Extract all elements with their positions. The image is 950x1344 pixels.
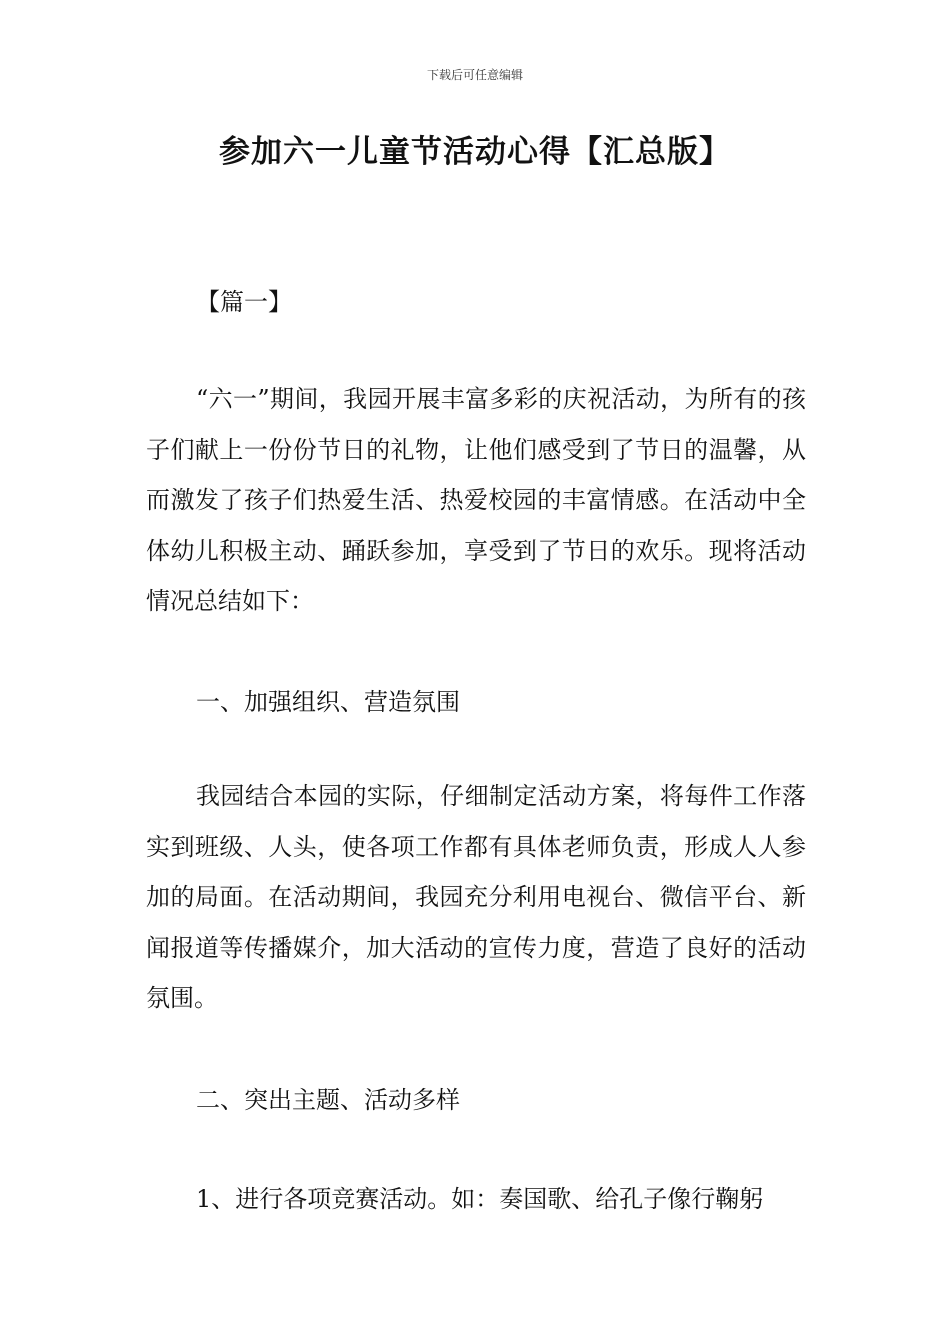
page-title: 参加六一儿童节活动心得【汇总版】 <box>219 134 731 170</box>
header-note: 下载后可任意编辑 <box>426 68 523 82</box>
section-heading-2: 二、突出主题、活动多样 <box>196 1086 460 1114</box>
intro-paragraph: “六一”期间，我园开展丰富多彩的庆祝活动，为所有的孩子们献上一份份节日的礼物，让他们感受到了节日的温馨，从而激发了孩子们热爱生活、热爱校园的丰富情感。在活动中全体幼儿积极主动、踊跃参加，享受到了节日的欢乐。现将活动情况总结如下： <box>146 385 806 615</box>
body-paragraph-1: 我园结合本园的实际，仔细制定活动方案，将每件工作落实到班级、人头，使各项工作都有具体老师负责，形成人人参加的局面。在活动期间，我园充分利用电视台、微信平台、新闻报道等传播媒介，加大活动的宣传力度，营造了良好的活动氛围。 <box>146 782 806 1012</box>
section-tag: 【篇一】 <box>196 288 292 316</box>
section-heading-1: 一、加强组织、营造氛围 <box>196 688 460 716</box>
list-item-1: 1、进行各项竞赛活动。如：奏国歌、给孔子像行鞠躬 <box>196 1185 764 1213</box>
